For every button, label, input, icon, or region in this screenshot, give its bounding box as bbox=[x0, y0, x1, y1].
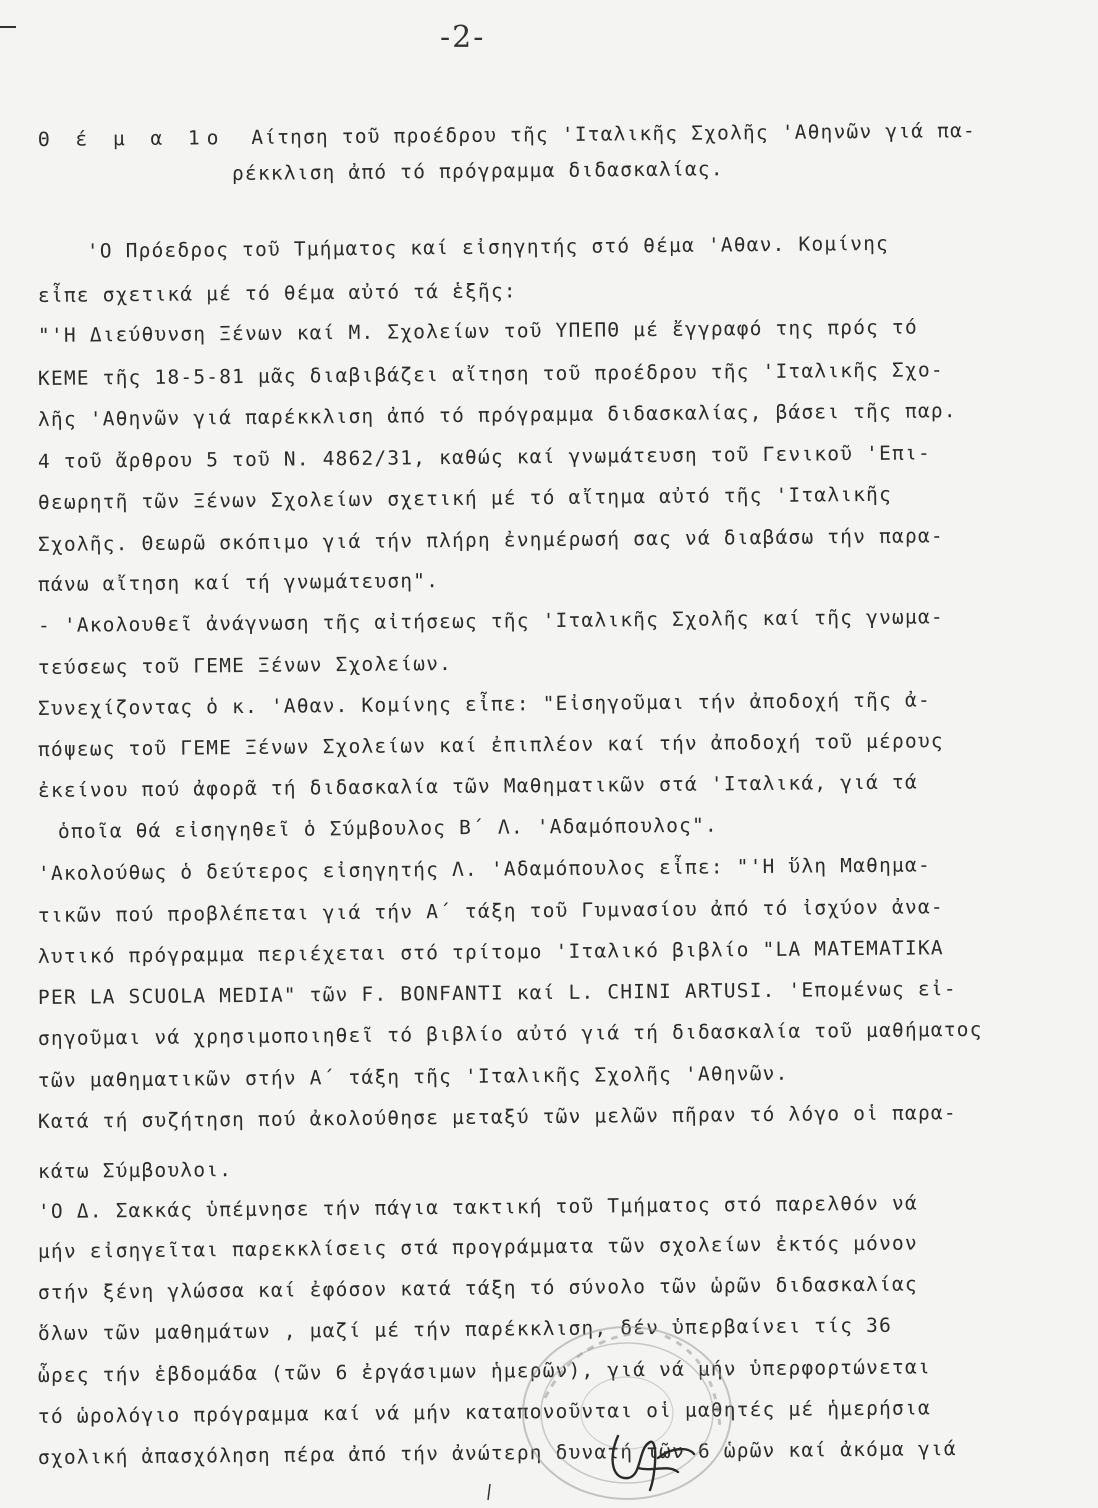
text-line: "'Η Διεύθυνση Ξένων καί Μ. Σχολείων τοῦ ΥΠΕΠΘ μέ ἔγγραφό της πρός τό bbox=[37, 315, 918, 347]
text-line: ΚΕΜΕ τῆς 18-5-81 μᾶς διαβιβάζει αἴτηση τοῦ προέδρου τῆς 'Ιταλικῆς Σχο- bbox=[37, 358, 944, 390]
margin-mark bbox=[486, 1484, 492, 1500]
text-line: σηγοῦμαι νά χρησιμοποιηθεῖ τό βιβλίο αὐτό γιά τή διδασκαλία τοῦ μαθήματος bbox=[37, 1017, 983, 1050]
page-number: -2- bbox=[440, 20, 486, 55]
text-line: σχολική ἀπασχόληση πέρα ἀπό τήν ἀνώτερη δυνατή τῶν 6 ὡρῶν καί ἀκόμα γιά bbox=[37, 1437, 957, 1469]
text-line: πάνω αἴτηση καί τή γνωμάτευση". bbox=[37, 569, 440, 596]
text-line: λῆς 'Αθηνῶν γιά παρέκκλιση ἀπό τό πρόγραμμα διδασκαλίας, βάσει τῆς παρ. bbox=[37, 399, 957, 431]
text-line: τό ὡρολόγιο πρόγραμμα καί νά μήν καταπονοῦνται οἱ μαθητές μέ ἡμερήσια bbox=[37, 1396, 931, 1428]
text-line: τῶν μαθηματικῶν στήν Α΄ τάξη τῆς 'Ιταλικῆς Σχολῆς 'Αθηνῶν. bbox=[37, 1061, 789, 1092]
text-line: 'Ο Πρόεδρος τοῦ Τμήματος καί εἰσηγητής στό θέμα 'Αθαν. Κομίνης bbox=[47, 231, 890, 263]
text-line: τεύσεως τοῦ ΓΕΜΕ Ξένων Σχολείων. bbox=[37, 652, 453, 679]
text-line: 4 τοῦ ἄρθρου 5 τοῦ Ν. 4862/31, καθώς καί γνωμάτευση τοῦ Γενικοῦ 'Επι- bbox=[37, 441, 931, 473]
text-line: - 'Ακολουθεῖ ἀνάγνωση τῆς αἰτήσεως τῆς 'Ιταλικῆς Σχολῆς καί τῆς γνωμα- bbox=[37, 605, 944, 637]
text-line: ἐκείνου πού ἀφορᾶ τή διδασκαλία τῶν Μαθηματικῶν στά 'Ιταλικά, γιά τά bbox=[37, 770, 918, 802]
text-line: πόψεως τοῦ ΓΕΜΕ Ξένων Σχολείων καί ἐπιπλέον καί τήν ἀποδοχή τοῦ μέρους bbox=[37, 729, 944, 761]
handwritten-signature bbox=[598, 1428, 708, 1500]
text-line: PER LA SCUOLA MEDIA" τῶν F. BONFANTI καί L. CHINI ARTUSI. 'Επομένως εἰ- bbox=[37, 977, 957, 1009]
topic-label: Θ έ μ α 1ο bbox=[37, 126, 226, 151]
text-line: εἶπε σχετικά μέ τό θέμα αὐτό τά ἑξῆς: bbox=[37, 279, 517, 307]
margin-mark bbox=[0, 26, 16, 28]
topic-title-line1: Αίτηση τοῦ προέδρου τῆς 'Ιταλικῆς Σχολῆς 'Αθηνῶν γιά πα- bbox=[251, 118, 977, 149]
text-line: στήν ξένη γλώσσα καί ἐφόσον κατά τάξη τό σύνολο τῶν ὡρῶν διδασκαλίας bbox=[37, 1272, 918, 1304]
text-line: Σχολῆς. Θεωρῶ σκόπιμο γιά τήν πλήρη ἐνημέρωσή σας νά διαβάσω τήν παρα- bbox=[37, 524, 944, 556]
text-line: λυτικό πρόγραμμα περιέχεται στό τρίτομο 'Ιταλικό βιβλίο "LA MATEMATIKA bbox=[37, 936, 944, 968]
text-line: ὧρες τήν ἑβδομάδα (τῶν 6 ἐργάσιμων ἡμερῶν), γιά νά μήν ὑπερφορτώνεται bbox=[37, 1355, 931, 1387]
text-line: μήν εἰσηγεῖται παρεκκλίσεις στά προγράμματα τῶν σχολείων ἐκτός μόνον bbox=[37, 1231, 918, 1263]
text-line: 'Ο Δ. Σακκάς ὑπέμνησε τήν πάγια τακτική τοῦ Τμήματος στό παρελθόν νά bbox=[37, 1191, 918, 1223]
text-line: Συνεχίζοντας ὁ κ. 'Αθαν. Κομίνης εἶπε: "Εἰσηγοῦμαι τήν ἀποδοχή τῆς ἀ- bbox=[37, 688, 931, 720]
text-line: κάτω Σύμβουλοι. bbox=[37, 1158, 233, 1183]
text-line: Κατά τή συζήτηση πού ἀκολούθησε μεταξύ τῶν μελῶν πῆραν τό λόγο οἱ παρα- bbox=[37, 1101, 957, 1133]
text-line: ὁποῖα θά εἰσηγηθεῖ ὁ Σύμβουλος Β΄ Λ. 'Αδαμόπουλος". bbox=[57, 813, 719, 843]
text-line: ὅλων τῶν μαθημάτων , μαζί μέ τήν παρέκκλιση, δέν ὑπερβαίνει τίς 36 bbox=[37, 1313, 893, 1345]
text-line: τικῶν πού προβλέπεται γιά τήν Α΄ τάξη τοῦ Γυμνασίου ἀπό τό ἰσχύον ἀνα- bbox=[37, 895, 944, 927]
text-line: 'Ακολούθως ὁ δεύτερος εἰσηγητής Λ. 'Αδαμόπουλος εἶπε: "'Η ὕλη Μαθημα- bbox=[37, 853, 931, 885]
text-line: θεωρητῆ τῶν Ξένων Σχολείων σχετική μέ τό αἴτημα αὐτό τῆς 'Ιταλικῆς bbox=[37, 482, 893, 514]
topic-title-line2: ρέκκλιση ἀπό τό πρόγραμμα διδασκαλίας. bbox=[231, 157, 724, 185]
topic-heading bbox=[38, 119, 976, 151]
